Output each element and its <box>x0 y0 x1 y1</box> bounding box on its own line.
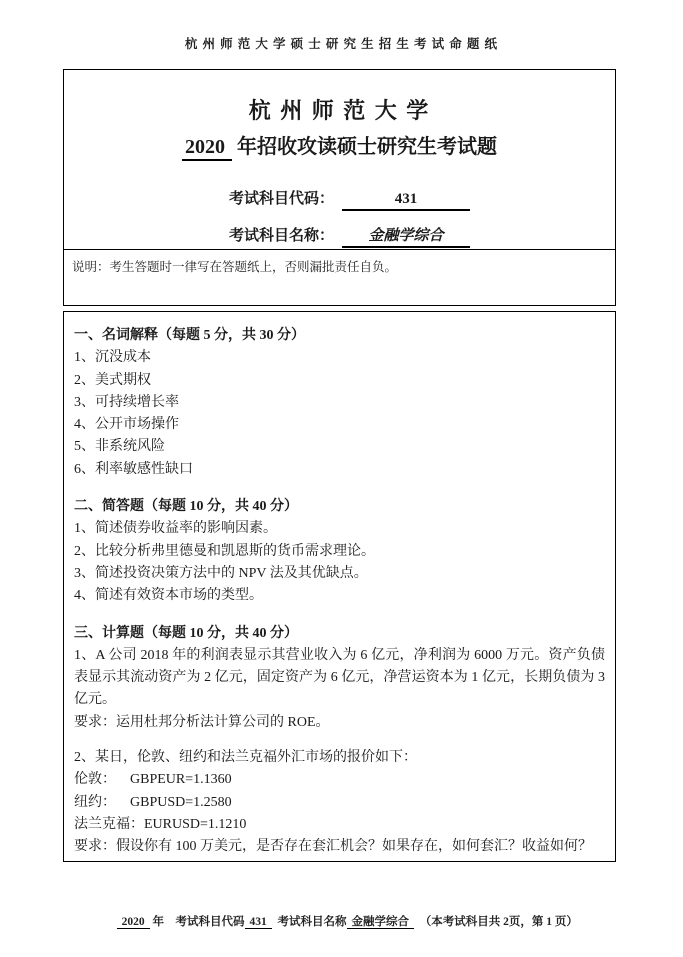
section-short-answer <box>74 496 605 607</box>
footer-page-info: （本考试科目共 2页，第 1 页） <box>414 916 578 928</box>
footer-year-label: 年 <box>149 916 176 928</box>
exam-year: 2020 <box>182 136 232 161</box>
university-name: 杭 州 师 范 大 学 <box>248 98 431 123</box>
question-item: 5、非系统风险 <box>74 439 165 455</box>
question-item: 4、公开市场操作 <box>74 417 179 433</box>
question-item: 2、美式期权 <box>74 372 151 388</box>
question-item: 纽约： GBPUSD=1.2580 <box>74 794 232 810</box>
section-heading: 二、简答题（每题 10 分，共 40 分） <box>74 499 298 515</box>
subject-code-row <box>229 187 470 211</box>
question-item: 1、简述债券收益率的影响因素。 <box>74 521 277 537</box>
footer-name-label: 考试科目名称 <box>271 916 347 928</box>
question-item: 伦敦： GBPEUR=1.1360 <box>74 772 232 788</box>
footer-name-value: 金融学综合 <box>347 916 415 929</box>
question-item: 2、某日，伦敦、纽约和法兰克福外汇市场的报价如下： <box>74 750 417 766</box>
section-heading: 一、名词解释（每题 5 分，共 30 分） <box>74 328 305 343</box>
title-box <box>63 69 616 306</box>
footer-code-value: 431 <box>245 916 272 929</box>
question-item: 要求：运用杜邦分析法计算公司的 ROE。 <box>74 714 330 730</box>
questions-box <box>63 311 616 862</box>
subject-name-label: 考试科目名称： <box>229 228 335 244</box>
subject-code-label: 考试科目代码： <box>229 191 335 207</box>
exam-title-text: 年招收攻读硕士研究生考试题 <box>237 136 497 158</box>
subject-name-row <box>229 224 470 248</box>
footer-year: 2020 <box>117 916 150 929</box>
question-item: 3、可持续增长率 <box>74 394 179 410</box>
subject-code-value: 431 <box>342 191 470 211</box>
question-item: 6、利率敏感性缺口 <box>74 461 193 477</box>
section-calculation <box>74 623 605 859</box>
question-item: 1、A 公司 2018 年的利润表显示其营业收入为 6 亿元，净利润为 6000 万元。资产负债表显示其流动资产为 2 亿元，固定资产为 6 亿元，净营运资本为 1 亿元，长期负债为 3 亿元。 <box>74 647 605 708</box>
question-item: 3、简述投资决策方法中的 NPV 法及其优缺点。 <box>74 565 368 581</box>
question-item: 2、比较分析弗里德曼和凯恩斯的货币需求理论。 <box>74 543 375 559</box>
exam-title <box>64 130 615 159</box>
section-terms <box>74 325 605 481</box>
question-item: 要求：假设你有 100 万美元，是否存在套汇机会？如果存在，如何套汇？收益如何？ <box>74 839 592 855</box>
footer-code-label: 考试科目代码 <box>175 916 245 928</box>
notice-text: 说明：考生答题时一律写在答题纸上，否则漏批责任自负。 <box>64 249 615 306</box>
question-item: 法兰克福：EURUSD=1.1210 <box>74 816 247 832</box>
subject-name-value: 金融学综合 <box>342 224 470 248</box>
question-item: 4、简述有效资本市场的类型。 <box>74 588 263 604</box>
section-heading: 三、计算题（每题 10 分，共 40 分） <box>74 625 298 641</box>
question-item: 1、沉没成本 <box>74 350 151 366</box>
page-footer <box>0 901 683 941</box>
page-header-title: 杭 州 师 范 大 学 硕 士 研 究 生 招 生 考 试 命 题 纸 <box>184 37 499 51</box>
